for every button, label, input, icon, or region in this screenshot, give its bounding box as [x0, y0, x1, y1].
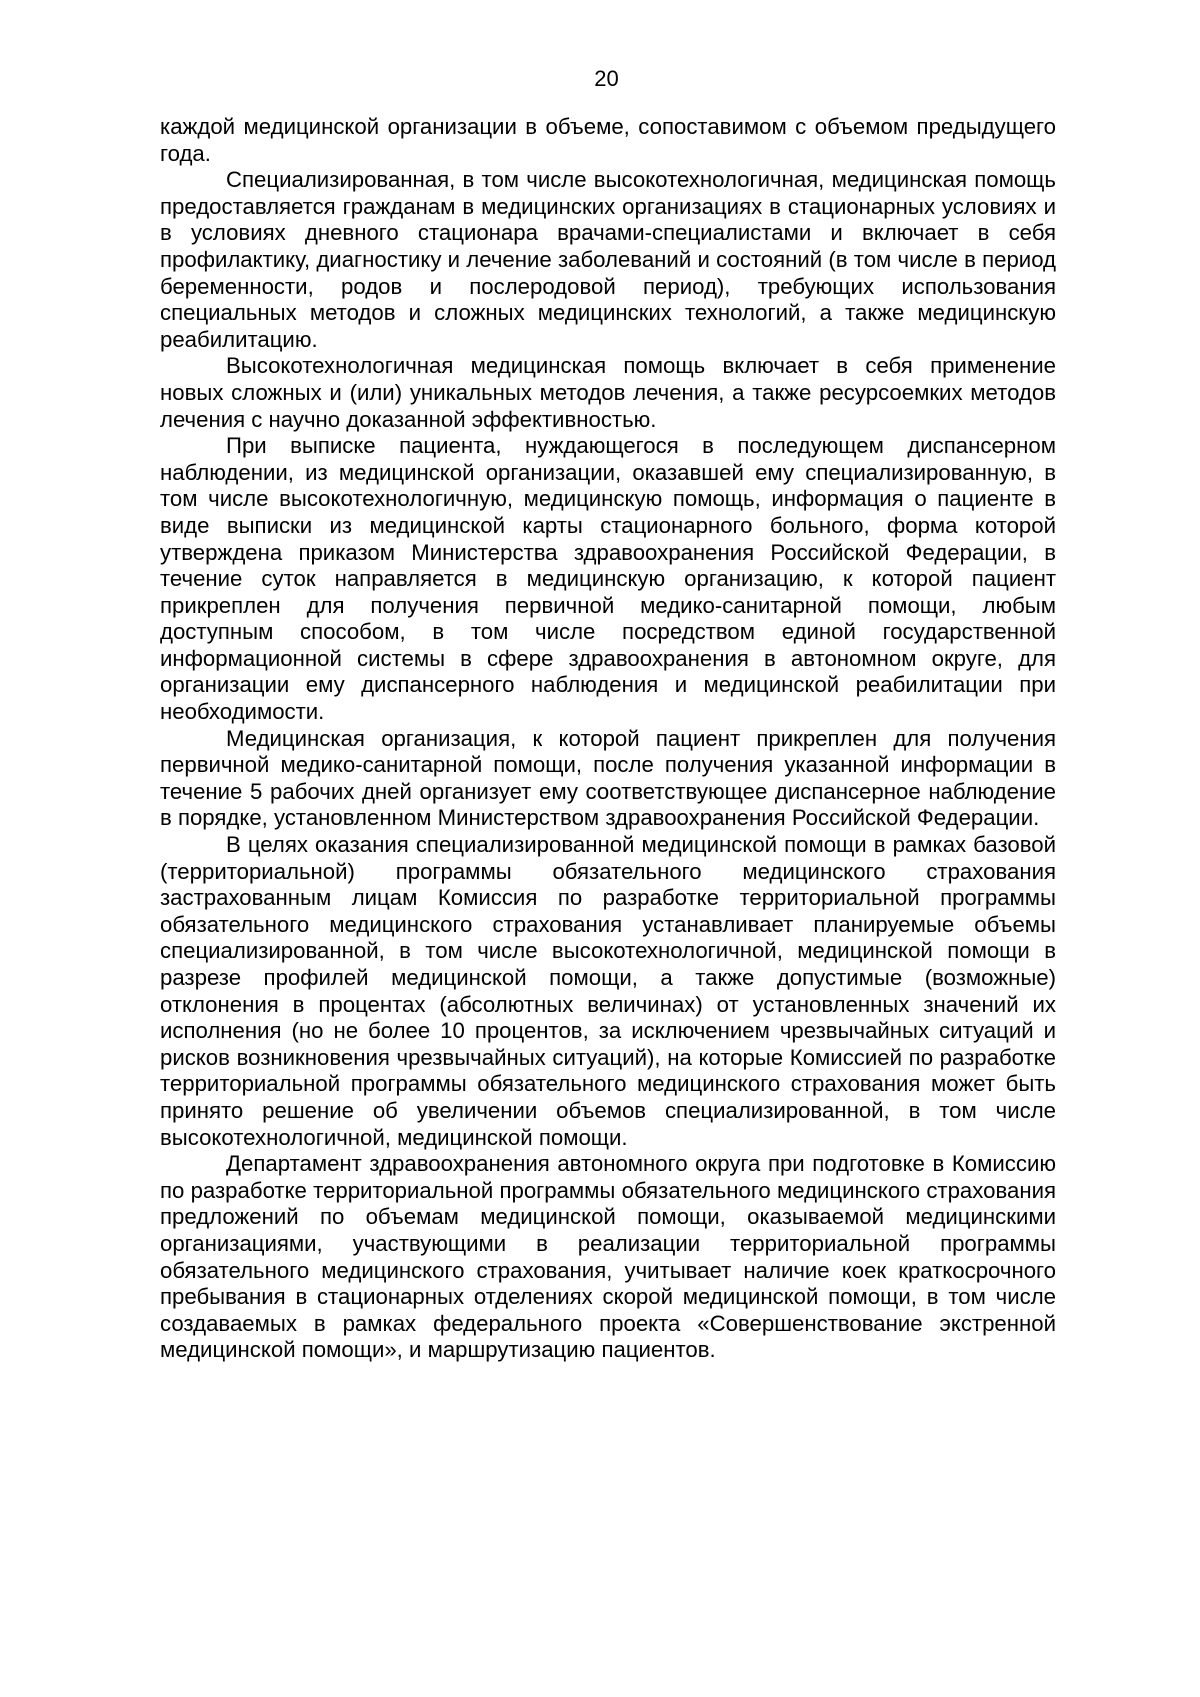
paragraph-planned-volumes: В целях оказания специализированной медицинской помощи в рамках базовой (территориальной) программы обязательного медицинского страхования застрахованным лицам Комиссия по разработке территориальной программы обязательного медицинского страхования устанавливает планируемые объемы специализированной, в том числе высокотехнологичной, медицинской помощи в разрезе профилей медицинской помощи, а также допустимые (возможные) отклонения в процентах (абсолютных величинах) от установленных значений их исполнения (но не более 10 процентов, за исключением чрезвычайных ситуаций и рисков возникновения чрезвычайных ситуаций), на которые Комиссией по разработке территориальной программы обязательного медицинского страхования может быть принято решение об увеличении объемов специализированной, в том числе высокотехнологичной, медицинской помощи.: [160, 832, 1056, 1150]
paragraph-discharge: При выписке пациента, нуждающегося в последующем диспансерном наблюдении, из медицинской организации, оказавшей ему специализированную, в том числе высокотехнологичную, медицинскую помощь, информация о пациенте в виде выписки из медицинской карты стационарного больного, форма которой утверждена приказом Министерства здравоохранения Российской Федерации, в течение суток направляется в медицинскую организацию, к которой пациент прикреплен для получения первичной медико-санитарной помощи, любым доступным способом, в том числе посредством единой государственной информационной системы в сфере здравоохранения в автономном округе, для организации ему диспансерного наблюдения и медицинской реабилитации при необходимости.: [160, 433, 1056, 725]
paragraph-specialized-care: Специализированная, в том числе высокотехнологичная, медицинская помощь предоставляется гражданам в медицинских организациях в стационарных условиях и в условиях дневного стационара врачами-специалистами и включает в себя профилактику, диагностику и лечение заболеваний и состояний (в том числе в период беременности, родов и послеродовой период), требующих использования специальных методов и сложных медицинских технологий, а также медицинскую реабилитацию.: [160, 167, 1056, 352]
paragraph-dispensary-observation: Медицинская организация, к которой пациент прикреплен для получения первичной медико-санитарной помощи, после получения указанной информации в течение 5 рабочих дней организует ему соответствующее диспансерное наблюдение в порядке, установленном Министерством здравоохранения Российской Федерации.: [160, 725, 1056, 831]
paragraph-department-proposals: Департамент здравоохранения автономного округа при подготовке в Комиссию по разработке территориальной программы обязательного медицинского страхования предложений по объемам медицинской помощи, оказываемой медицинскими организациями, участвующими в реализации территориальной программы обязательного медицинского страхования, учитывает наличие коек краткосрочного пребывания в стационарных отделениях скорой медицинской помощи, в том числе создаваемых в рамках федерального проекта «Совершенствование экстренной медицинской помощи», и маршрутизацию пациентов.: [160, 1151, 1056, 1363]
paragraph-high-tech-care: Высокотехнологичная медицинская помощь включает в себя применение новых сложных и (или) уникальных методов лечения, а также ресурсоемких методов лечения с научно доказанной эффективностью.: [160, 353, 1056, 432]
page-number: 20: [594, 66, 619, 91]
document-body: [160, 114, 1056, 1364]
paragraph-continuation: каждой медицинской организации в объеме, сопоставимом с объемом предыдущего года.: [160, 114, 1056, 166]
